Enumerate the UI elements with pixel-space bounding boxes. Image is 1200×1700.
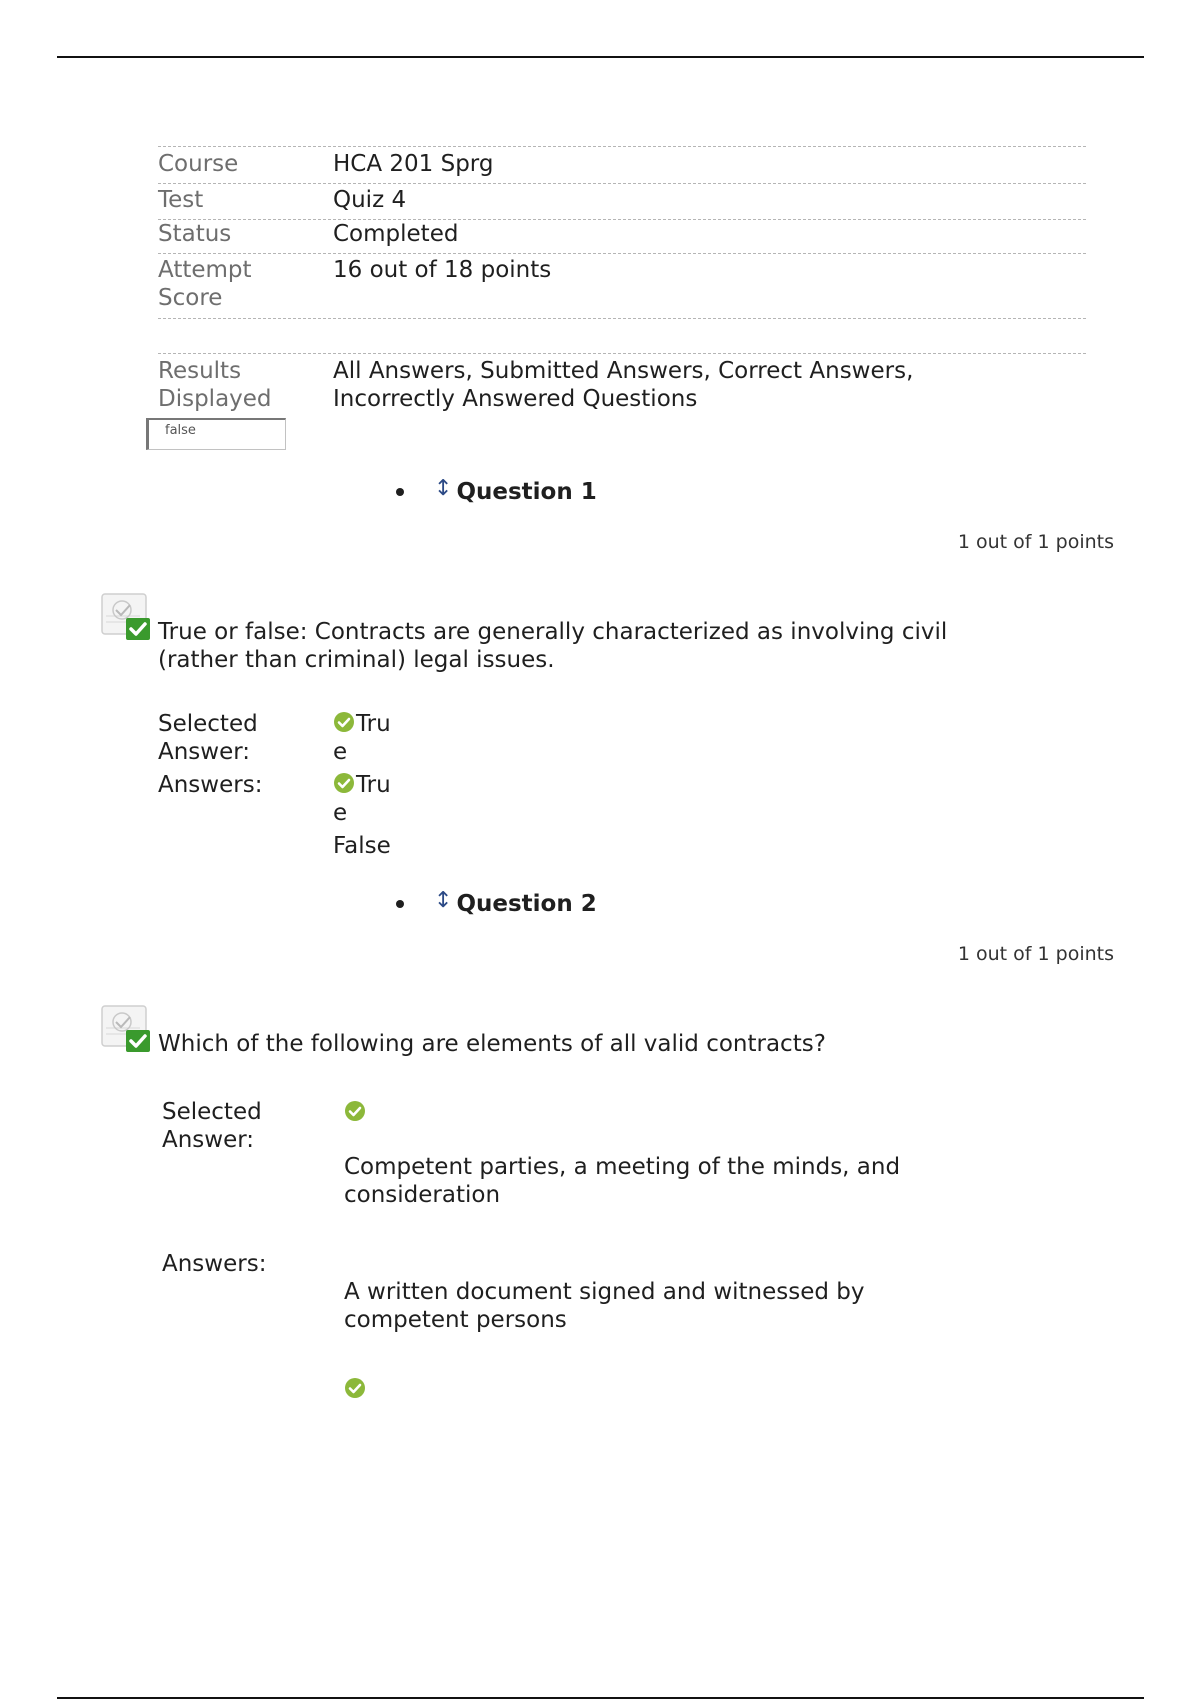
question-2-text: Which of the following are elements of all valid contracts? xyxy=(158,1031,826,1057)
divider xyxy=(158,318,1086,319)
question-2-points: 1 out of 1 points xyxy=(957,943,1114,965)
green-check-icon xyxy=(333,772,355,794)
bullet-icon xyxy=(396,488,404,496)
sort-arrows-icon[interactable]: ↕ xyxy=(434,476,453,501)
attempt-score-label: Attempt Score xyxy=(158,257,252,311)
correct-answer-status-icon xyxy=(100,1002,152,1054)
selected-answer-text: Competent parties, a meeting of the minds, and consideration xyxy=(344,1154,901,1208)
divider xyxy=(158,253,1086,254)
selected-answer-label: Selected Answer: xyxy=(162,1099,262,1153)
selected-answer-text: True xyxy=(333,711,391,765)
question-1-points: 1 out of 1 points xyxy=(957,531,1114,553)
test-value: Quiz 4 xyxy=(333,187,407,213)
divider xyxy=(158,146,1086,147)
selected-answer-label: Selected Answer: xyxy=(158,711,258,765)
sort-arrows-icon[interactable]: ↕ xyxy=(434,888,453,913)
green-check-icon xyxy=(333,711,355,733)
status-value: Completed xyxy=(333,221,459,247)
answer-option xyxy=(333,771,395,827)
divider xyxy=(158,183,1086,184)
top-rule xyxy=(57,56,1144,58)
status-label: Status xyxy=(158,221,232,247)
question-1-title: Question 1 xyxy=(456,479,597,505)
course-label: Course xyxy=(158,151,239,177)
results-displayed-value: All Answers, Submitted Answers, Correct Answers, Incorrectly Answered Questions xyxy=(333,358,914,412)
attempt-score-value: 16 out of 18 points xyxy=(333,257,552,283)
answer-option: A written document signed and witnessed by competent persons xyxy=(344,1279,865,1333)
answer-option: False xyxy=(333,833,391,859)
question-2-title: Question 2 xyxy=(456,891,597,917)
selected-answer xyxy=(333,710,395,766)
results-displayed-label: Results Displayed xyxy=(158,358,272,412)
correct-answer-status-icon xyxy=(100,590,152,642)
test-label: Test xyxy=(158,187,204,213)
hidden-value-field[interactable]: false xyxy=(146,418,286,450)
course-value: HCA 201 Sprg xyxy=(333,151,494,177)
answer-option-text: True xyxy=(333,772,391,826)
divider xyxy=(158,353,1086,354)
question-2-header xyxy=(396,889,597,919)
bullet-icon xyxy=(396,900,404,908)
green-check-icon xyxy=(344,1377,366,1399)
question-1-header xyxy=(396,477,597,507)
green-check-icon xyxy=(344,1100,366,1122)
question-1-text: True or false: Contracts are generally characterized as involving civil (rather than criminal) legal issues. xyxy=(158,619,948,673)
bottom-rule xyxy=(57,1697,1144,1699)
answers-label: Answers: xyxy=(158,772,263,798)
answers-label: Answers: xyxy=(162,1251,267,1277)
